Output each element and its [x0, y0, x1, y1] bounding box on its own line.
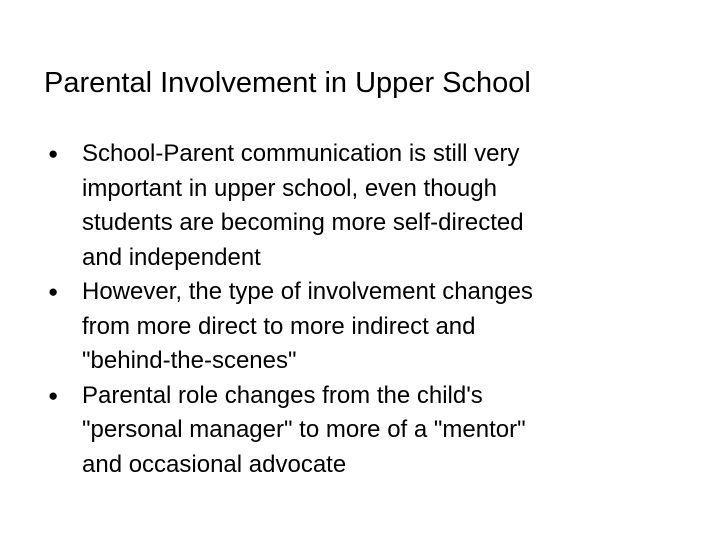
bullet-line: and occasional advocate: [82, 450, 347, 478]
bullet-dot-icon: ●: [48, 282, 59, 301]
bullet-line: School-Parent communication is still very: [82, 140, 520, 167]
bullet-line: and independent: [82, 243, 261, 271]
bullet-line: "behind-the-scenes": [82, 347, 297, 374]
bullet-line: Parental role changes from the child's: [82, 381, 483, 409]
bullet-dot-icon: ●: [48, 385, 59, 405]
bullet-item: [48, 137, 688, 275]
bullet-line: students are becoming more self-directed: [82, 209, 524, 236]
bullet-line: "personal manager" to more of a "mentor": [82, 416, 526, 443]
bullet-line: important in upper school, even though: [82, 174, 497, 202]
bullet-line: from more direct to more indirect and: [82, 312, 476, 340]
bullet-dot-icon: ●: [48, 144, 59, 163]
bullet-list: [48, 137, 688, 482]
bullet-line: However, the type of involvement changes: [82, 278, 533, 305]
bullet-item: [48, 275, 688, 379]
bullet-item: [48, 379, 688, 483]
slide-title: Parental Involvement in Upper School: [44, 67, 531, 99]
